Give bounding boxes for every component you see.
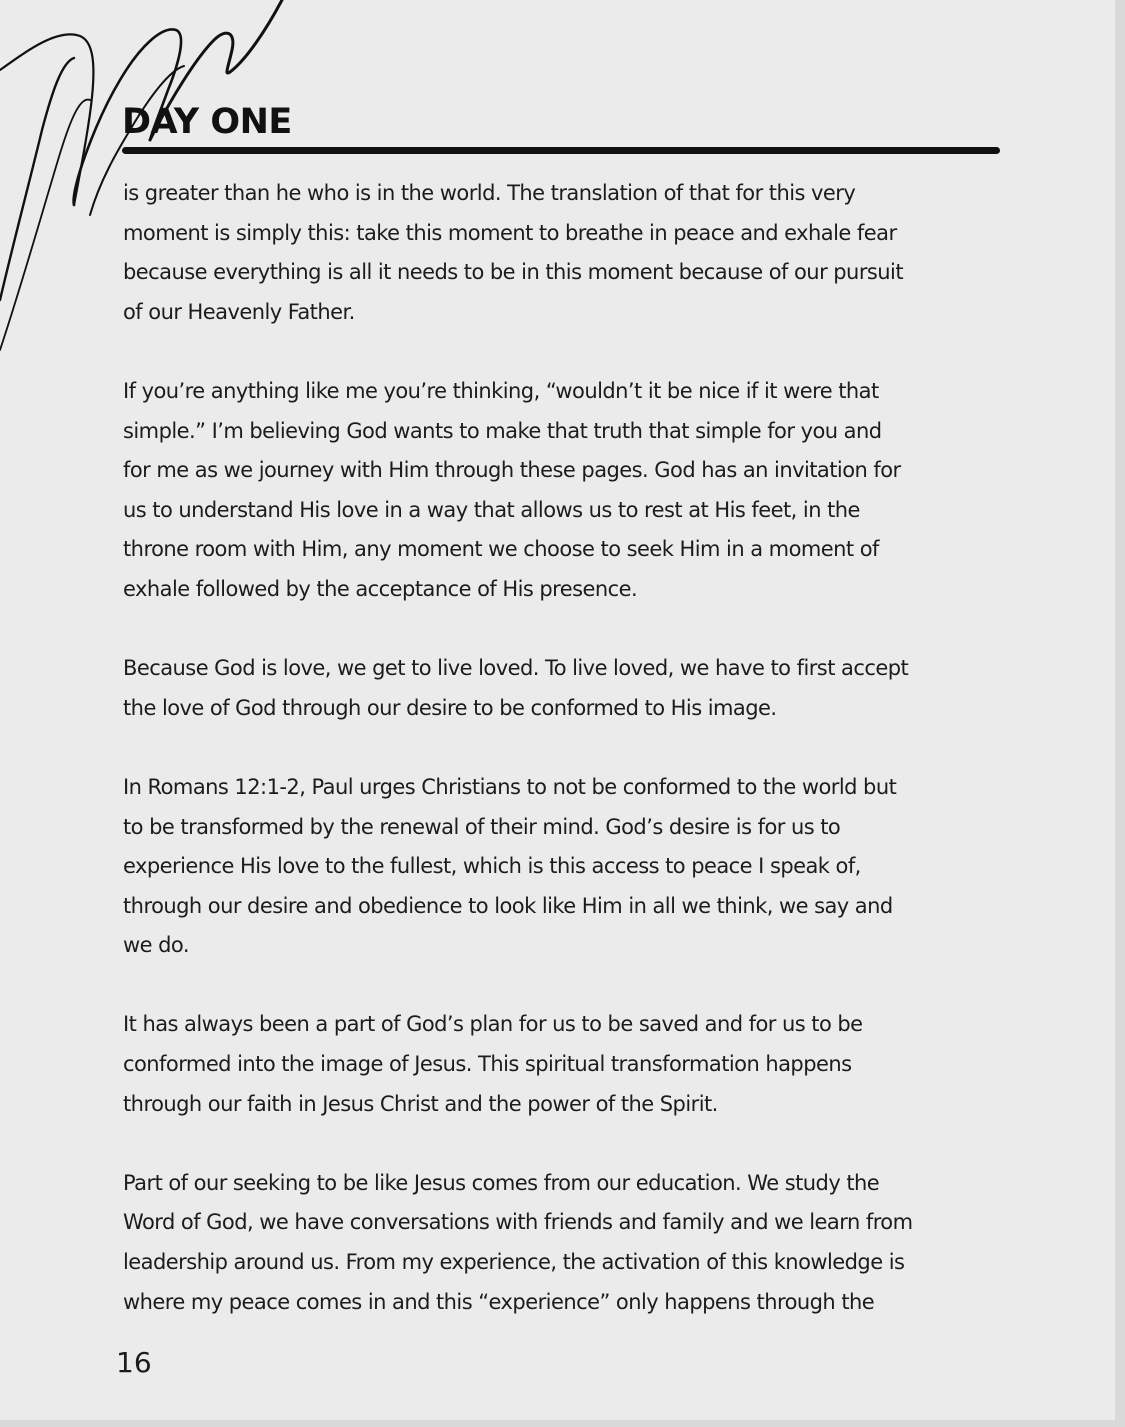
text-line: we do. xyxy=(123,933,189,958)
day-heading: DAY ONE xyxy=(122,102,292,142)
body-text xyxy=(123,174,1003,1362)
text-line: If you’re anything like me you’re thinking, “wouldn’t it be nice if it were that xyxy=(123,378,879,403)
text-line: through our faith in Jesus Christ and the power of the Spirit. xyxy=(123,1091,718,1116)
text-line: It has always been a part of God’s plan for us to be saved and for us to be xyxy=(123,1012,863,1037)
text-line: Word of God, we have conversations with friends and family and we learn from xyxy=(123,1210,913,1235)
paragraph xyxy=(123,372,1003,610)
text-line: the love of God through our desire to be conformed to His image. xyxy=(123,695,777,720)
text-line: experience His love to the fullest, which is this access to peace I speak of, xyxy=(123,854,861,879)
text-line: is greater than he who is in the world. The translation of that for this very xyxy=(123,181,856,205)
text-line: conformed into the image of Jesus. This spiritual transformation happens xyxy=(123,1052,852,1077)
text-line: simple.” I’m believing God wants to make that truth that simple for you and xyxy=(123,418,882,443)
text-line: throne room with Him, any moment we choose to seek Him in a moment of xyxy=(123,537,879,562)
paragraph xyxy=(123,174,1003,332)
paragraph xyxy=(123,1164,1003,1322)
text-line: exhale followed by the acceptance of His presence. xyxy=(123,576,638,601)
text-line: Because God is love, we get to live loved. To live loved, we have to first accept xyxy=(123,656,909,681)
heading-underline-rule xyxy=(122,147,1000,154)
text-line: to be transformed by the renewal of their mind. God’s desire is for us to xyxy=(123,814,841,839)
text-line: us to understand His love in a way that allows us to rest at His feet, in the xyxy=(123,497,860,522)
text-line: moment is simply this: take this moment to breathe in peace and exhale fear xyxy=(123,220,897,245)
paragraph xyxy=(123,649,1003,728)
text-line: because everything is all it needs to be in this moment because of our pursuit xyxy=(123,260,904,285)
section-header xyxy=(122,100,1000,154)
text-line: of our Heavenly Father. xyxy=(123,299,355,324)
text-line: through our desire and obedience to look like Him in all we think, we say and xyxy=(123,893,893,918)
page-number: 16 xyxy=(116,1346,152,1379)
paragraph xyxy=(123,768,1003,966)
text-line: where my peace comes in and this “experience” only happens through the xyxy=(123,1289,875,1314)
text-line: Part of our seeking to be like Jesus comes from our education. We study the xyxy=(123,1170,880,1195)
text-line: leadership around us. From my experience, the activation of this knowledge is xyxy=(123,1250,905,1275)
text-line: In Romans 12:1-2, Paul urges Christians to not be conformed to the world but xyxy=(123,774,897,799)
paragraph xyxy=(123,1005,1003,1124)
text-line: for me as we journey with Him through these pages. God has an invitation for xyxy=(123,458,901,483)
